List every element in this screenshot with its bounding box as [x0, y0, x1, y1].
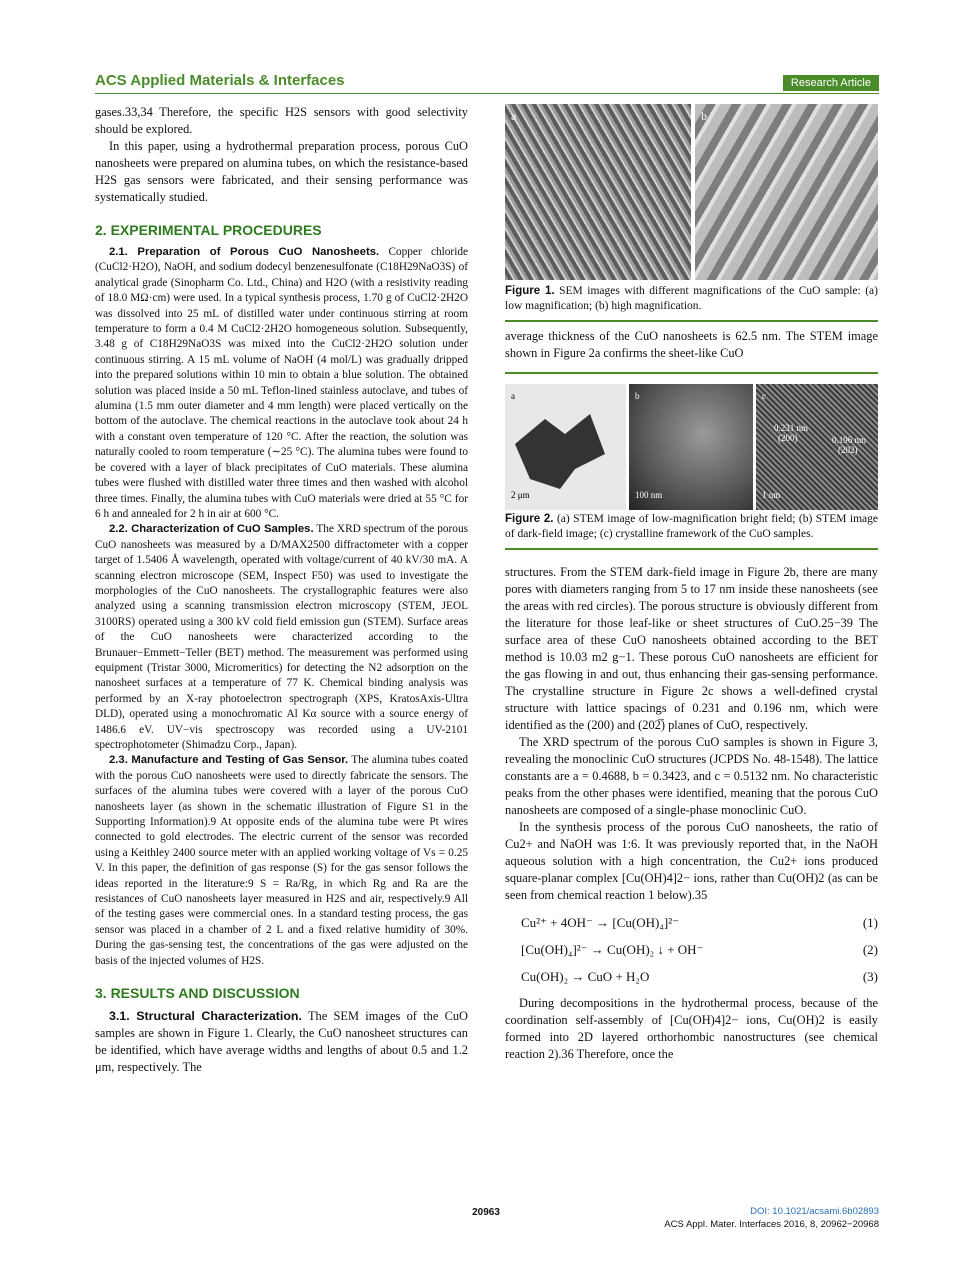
- paragraph: The SEM images of the CuO samples are shown in Figure 1. Clearly, the CuO nanosheet structures can be identified, which have average widths and lengths of about 0.5 and 1.2 μm, respectively. The: [95, 1009, 468, 1075]
- page-number: 20963: [472, 1207, 500, 1218]
- figure-1-caption: Figure 1. SEM images with different magnifications of the CuO sample: (a) low magnification; (b) high magnification.: [505, 285, 878, 312]
- figure-2-caption: Figure 2. (a) STEM image of low-magnification bright field; (b) STEM image of dark-field image; (c) crystalline framework of the CuO samples.: [505, 513, 878, 540]
- subsection-title: 2.3. Manufacture and Testing of Gas Sensor.: [109, 754, 349, 767]
- citation: ACS Appl. Mater. Interfaces 2016, 8, 20962−20968: [664, 1219, 879, 1230]
- header-rule: [95, 93, 879, 94]
- paragraph: average thickness of the CuO nanosheets is 62.5 nm. The STEM image shown in Figure 2a confirms the sheet-like CuO: [505, 329, 878, 360]
- paragraph: During decompositions in the hydrothermal process, because of the coordination self-assembly of [Cu(OH)4]2− ions, Cu(OH)2 is easily formed into 2D layered orthorhombic nanostructures (see chemical reaction 2).36 Therefore, once the: [505, 996, 878, 1061]
- figure-2: [505, 384, 878, 512]
- crystalline-lattice-image: c 0.231 nm (200) 0.196 nm (202) 1 nm: [756, 384, 878, 510]
- equation-1: Cu²⁺ + 4OH⁻ → [Cu(OH)₄]²⁻ (1): [521, 915, 878, 930]
- equation-3: Cu(OH)₂ → CuO + H₂O (3): [521, 969, 878, 984]
- paragraph: In this paper, using a hydrothermal preparation process, porous CuO nanosheets were prepared on alumina tubes, on which the resistance-based H2S gas sensors were fabricated, and their sensing performance was systematically studied.: [95, 139, 468, 204]
- doi-link[interactable]: DOI: 10.1021/acsami.6b02893: [750, 1206, 879, 1217]
- paragraph: In the synthesis process of the porous CuO nanosheets, the ratio of Cu2+ and NaOH was 1:6. It was previously reported that, in the NaOH aqueous solution with a high concentration, the Cu2+ ions produced square-planar complex [Cu(OH)4]2− ions, rather than Cu(OH)2 (as can be seen from chemical reaction 1 below).35: [505, 820, 878, 902]
- paragraph: The alumina tubes coated with the porous CuO nanosheets were used to directly fabricate the sensors. The surfaces of the alumina tubes were covered with a layer of the porous CuO nanosheets layer (as shown in the schematic illustration of Figure S1 in the Supporting Information).9 At opposite ends of the alumina tube were Pt wires connected to gold electrodes. The electric current of the sensor was recorded using a Keithley 2400 source meter with an applied working voltage of Vs = 0.25 V. In this paper, the definition of gas response (S) for the gas sensor follows the ideas reported in the literature:9 S = Ra/Rg, in which Rg and Ra are the resistances of CuO nanosheets layer measured in H2S and air, respectively.9 All of the testing gases were commercial ones. In a standard testing process, the gas sensor was placed in a chamber of 2 L and a fixed relative humidity of 30%. During the gas-sensing test, the concentrations of the gas were adjusted on the basis of the injected volumes of H2S.: [95, 754, 468, 967]
- paragraph: Copper chloride (CuCl2·H2O), NaOH, and sodium dodecyl benzenesulfonate (C18H29NaO3S) of analytical grade (Sinopharm Co. Ltd., China) and H2O (with a resistivity reading of 18.0 MΩ·cm) were used. In a typical synthesis process, 1.70 g of CuCl2·2H2O was dissolved into 25 mL of distilled water under continuous stirring at room temperature to form a 0.4 M CuCl2·2H2O homogeneous solution. Subsequently, 3.48 g of C18H29NaO3S was mixed into the CuCl2·2H2O solution under continuous stirring. A 15 mL volume of NaOH (4 mol/L) was gradually dripped into the prepared solutions within 10 min to obtain a blue solution. The obtained solution was placed inside a 50 mL Teflon-lined stainless autoclave, and tubes of alumina (1.5 mm outer diameter and 4 mm length) were placed vertically on the bottom of the autoclave. The chemical reactions in the autoclave took about 24 h with a constant oven temperature of 120 °C. After the reaction, the solution was naturally cooled to room temperature (∼25 °C). The alumina tubes were found to be covered with a layer of black precipitates of CuO materials. These alumina tubes were flushed with distilled water three times and then washed with alcohol three times. Finally, the alumina tubes with CuO materials were dried at 55 °C for 6 h and annealed for 2 h in air at 600 °C.: [95, 246, 468, 520]
- right-column: [505, 104, 878, 1063]
- paragraph: The XRD spectrum of the porous CuO samples is shown in Figure 3, revealing the monoclinic CuO structures (JCPDS No. 48-1548). The lattice constants are a = 0.4688, b = 0.3423, and c = 0.5132 nm. No characteristic peaks from the other phases were identified, meaning that the porous CuO nanosheets are composed of a single-phase monoclinic CuO.: [505, 735, 878, 817]
- doi-footer: [664, 1205, 879, 1231]
- paragraph: gases.33,34 Therefore, the specific H2S sensors with good selectivity should be explored.: [95, 105, 468, 136]
- section-heading: 3. RESULTS AND DISCUSSION: [95, 985, 300, 1002]
- figure-divider: [505, 372, 878, 374]
- subsection-title: 3.1. Structural Characterization.: [109, 1009, 302, 1024]
- figure-1: [505, 104, 878, 284]
- section-heading: 2. EXPERIMENTAL PROCEDURES: [95, 222, 322, 238]
- sem-image-low-mag: a: [505, 104, 691, 280]
- paragraph: structures. From the STEM dark-field image in Figure 2b, there are many pores with diameters ranging from 5 to 17 nm inside these nanosheets (see the areas with red circles). The porous structure is obviously different from the literature for those leaf-like or sheet structures of CuO.25−39 The surface area of these CuO nanosheets obtained according to the BET method is 10.03 m2 g−1. These porous CuO nanosheets are efficient for the gas flowing in and out, thus enhancing their gas-sensing performance. The crystalline structure in Figure 2c shows a well-defined crystal structure with lattice spacings of 0.231 and 0.196 nm, which were identified as the (200) and (202̅) planes of CuO, respectively.: [505, 565, 878, 732]
- stem-dark-field-image: b 100 nm: [629, 384, 753, 510]
- sem-image-high-mag: b: [695, 104, 878, 280]
- article-type-badge: Research Article: [783, 75, 879, 91]
- journal-title: ACS Applied Materials & Interfaces: [95, 72, 345, 89]
- equation-2: [Cu(OH)₄]²⁻ → Cu(OH)₂ ↓ + OH⁻ (2): [521, 942, 878, 957]
- subsection-title: 2.2. Characterization of CuO Samples.: [109, 523, 314, 536]
- figure-divider: [505, 548, 878, 550]
- figure-divider: [505, 320, 878, 322]
- paragraph: The XRD spectrum of the porous CuO nanosheets was measured by a D/MAX2500 diffractometer with a copper target of 1.5406 Å wavelength, operated with voltage/current of 40 kV/30 mA. A scanning electron microscope (SEM, Inspect F50) was used to investigate the morphologies of the CuO nanosheets. The crystallographic features were also analyzed using a scanning transmission electron microscopy (STEM, JEOL 3100RS) operated using a 300 kV cold field emission gun (STEM). Surface areas of the CuO nanosheets were characterized according to the Brunauer−Emmett−Teller (BET) method. The measurement was performed using equipment (Tristar 3000, Micromeritics) for detecting the N2 adsorption on the nanosheet surfaces at a temperature of 77 K. Chemical binding analysis was performed by an X-ray photoelectron spectrograph (XPS, KratosAxis-Ultra DLD), operated using a monochromatic Al Kα source with a source energy of 1486.6 eV. UV−vis spectroscopy was recorded using a UV-2101 spectrophotometer (Shimadzu Corp., Japan).: [95, 523, 468, 751]
- stem-bright-field-image: a 2 μm: [505, 384, 626, 510]
- left-column: [95, 104, 468, 1076]
- subsection-title: 2.1. Preparation of Porous CuO Nanosheets.: [109, 246, 380, 258]
